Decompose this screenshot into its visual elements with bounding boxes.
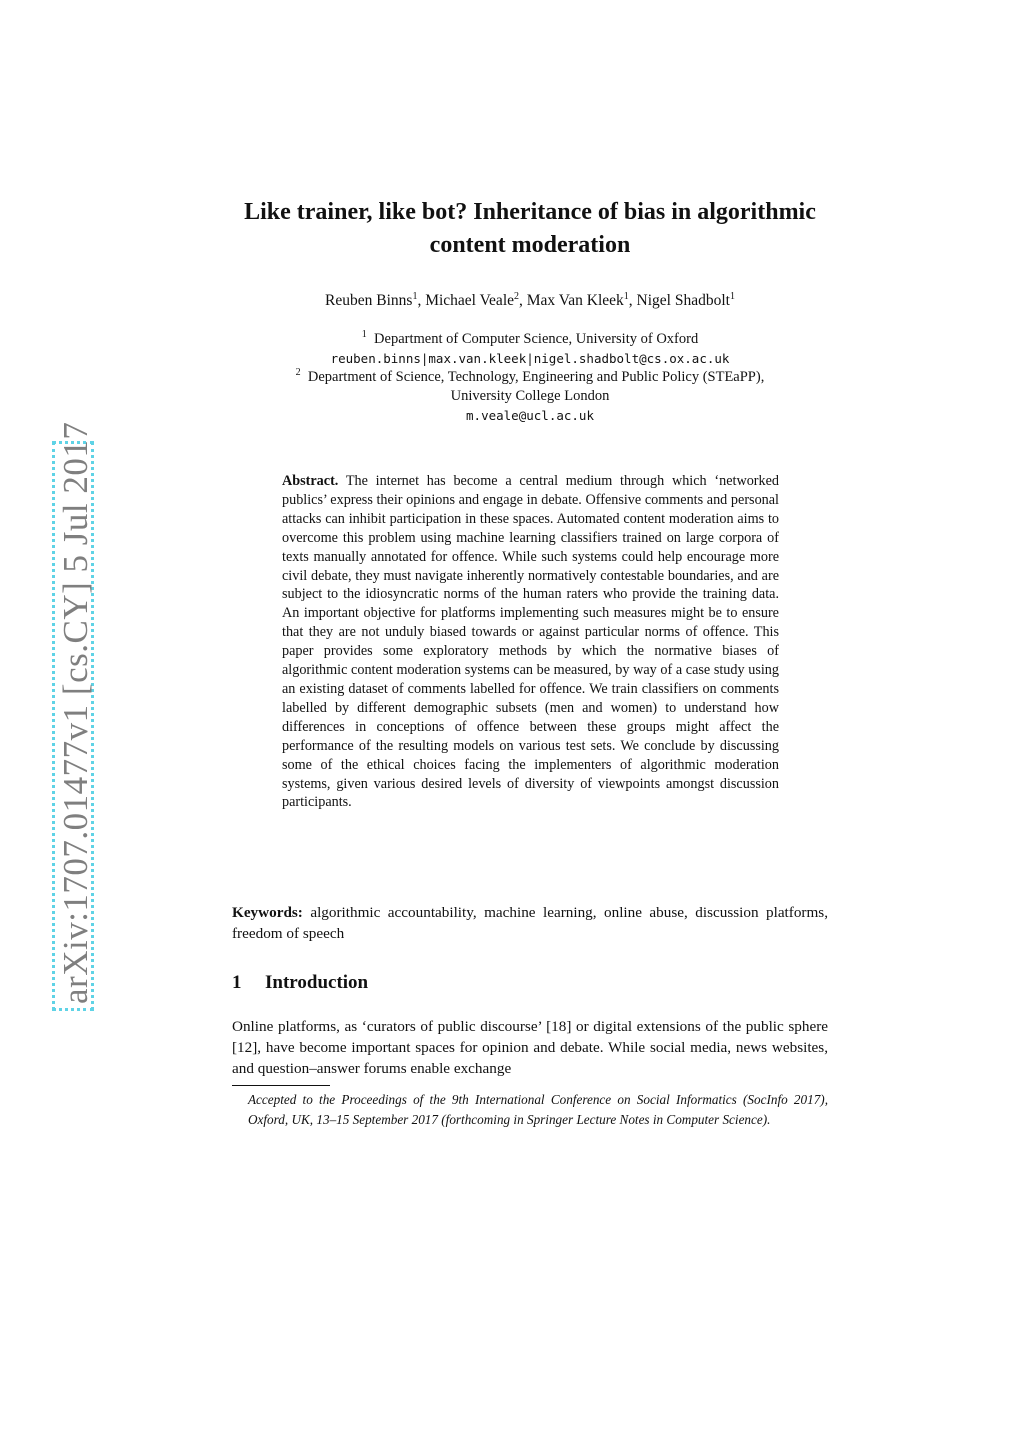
section-title: Introduction [265,972,369,993]
author-affiliation-mark: 1 [412,290,418,302]
arxiv-identifier: arXiv:1707.01477v1 [cs.CY] 5 Jul 2017 [52,441,94,1011]
affiliations [230,330,830,425]
intro-paragraph: Online platforms, as ‘curators of public discourse’ [18] or digital extensions of the public sphere [12], have become important spaces for opinion and debate. While social media, news websites, and question–answer forums enable exchange [232,1018,828,1077]
keywords-label: Keywords: [232,904,303,921]
affiliation-mark: 2 [295,367,301,379]
author-affiliation-mark: 1 [623,290,629,302]
author-name: Nigel Shadbolt [636,292,730,309]
affiliation-text: Department of Computer Science, University of Oxford [374,331,699,347]
paper-title: Like trainer, like bot? Inheritance of bias in algorithmic content moderation [244,199,816,258]
section-heading [232,972,368,994]
keywords-text: algorithmic accountability, machine learning, online abuse, discussion platforms, freedom of speech [232,904,829,942]
abstract-text: The internet has become a central medium through which ‘networked publics’ express their opinions and engage in debate. Offensive comments and personal attacks can inhibit participation in these spaces. Automated content moderation aims to overcome this problem using machine learning classifiers trained on large corpora of texts manually annotated for offence. While such systems could help encourage more civil debate, they must navigate inherently normatively contestable boundaries, and are subject to the idiosyncratic norms of the human raters who provide the training data. An important objective for platforms implementing such measures might be to ensure that they are not unduly biased towards or against particular norms of offence. This paper provides some exploratory methods by which the normative biases of algorithmic content moderation systems can be measured, by way of a case study using an existing dataset of comments labelled for offence. We train classifiers on comments labelled by different demographic subsets (men and women) to understand how differences in conceptions of offence between these groups might affect the performance of the resulting models on various test sets. We conclude by discussing some of the ethical choices facing the implementers of algorithmic moderation systems, given various desired levels of diversity of viewpoints amongst discussion participants. [282,473,779,811]
affiliation-2 [230,368,830,387]
affiliation-text-continued: University College London [450,388,610,404]
author-affiliation-mark: 1 [729,290,735,302]
affiliation-text: Department of Science, Technology, Engineering and Public Policy (STEaPP), [307,369,765,385]
abstract-label: Abstract. [282,473,339,489]
section-number: 1 [232,972,242,993]
affiliation-1 [230,330,830,349]
affiliation-mark: 1 [361,329,367,341]
footnote: Accepted to the Proceedings of the 9th International Conference on Social Informatics (SocInfo 2017), Oxford, UK, 13–15 September 2017 (forthcoming in Springer Lecture Notes in Computer Science). [248,1092,828,1127]
footnote-rule [232,1085,330,1086]
affiliation-email: reuben.binns|max.van.kleek|nigel.shadbolt@cs.ox.ac.uk [330,351,730,366]
keywords [232,902,828,944]
author-name: Max Van Kleek [526,292,624,309]
author-name: Reuben Binns [325,292,413,309]
abstract [282,472,779,812]
author-list: Reuben Binns$^1$, Michael Veale$^2$, Max Van Kleek$^1$, Nigel Shadbolt$^1$ [325,290,735,309]
author-affiliation-mark: 2 [514,290,520,302]
affiliation-email: m.veale@ucl.ac.uk [466,408,594,423]
author-name: Michael Veale [425,292,515,309]
